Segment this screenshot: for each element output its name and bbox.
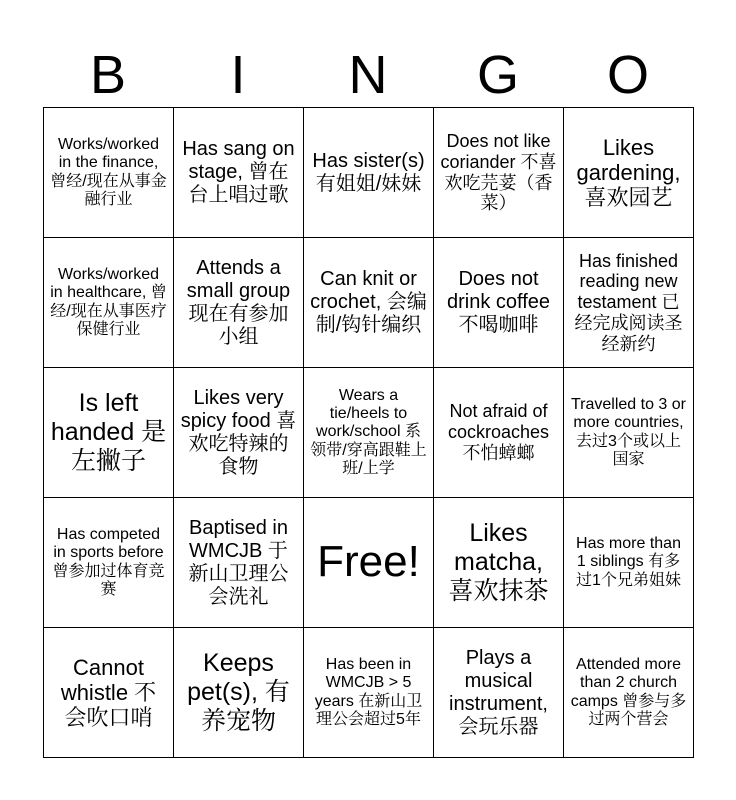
bingo-cell-r3-c2[interactable]: Likes very spicy food 喜欢吃特辣的食物 bbox=[174, 368, 304, 498]
header-letter-n: N bbox=[348, 45, 388, 105]
bingo-cell-r4-c2[interactable]: Baptised in WMCJB 于新山卫理公会洗礼 bbox=[174, 498, 304, 628]
bingo-cell-r1-c4[interactable]: Does not like coriander 不喜欢吃芫荽（香菜） bbox=[434, 108, 564, 238]
bingo-cell-r2-c5[interactable]: Has finished reading new testament 已经完成阅读圣经新约 bbox=[564, 238, 694, 368]
bingo-header bbox=[43, 44, 693, 106]
bingo-cell-r3-c5[interactable]: Travelled to 3 or more countries, 去过3个或以上国家 bbox=[564, 368, 694, 498]
bingo-cell-r2-c1[interactable]: Works/worked in healthcare, 曾经/现在从事医疗保健行业 bbox=[44, 238, 174, 368]
bingo-cell-r5-c5[interactable]: Attended more than 2 church camps 曾参与多过两个营会 bbox=[564, 628, 694, 758]
header-letter-i: I bbox=[230, 45, 246, 105]
bingo-cell-r3-c4[interactable]: Not afraid of cockroaches 不怕蟑螂 bbox=[434, 368, 564, 498]
bingo-cell-r1-c3[interactable]: Has sister(s) 有姐姐/妹妹 bbox=[304, 108, 434, 238]
bingo-cell-r1-c1[interactable]: Works/worked in the finance, 曾经/现在从事金融行业 bbox=[44, 108, 174, 238]
header-letter-o: O bbox=[606, 45, 649, 105]
bingo-cell-r3-c1[interactable]: Is left handed 是左撇子 bbox=[44, 368, 174, 498]
bingo-cell-r5-c3[interactable]: Has been in WMCJB > 5 years 在新山卫理公会超过5年 bbox=[304, 628, 434, 758]
header-letter-g: G bbox=[476, 45, 519, 105]
bingo-cell-r2-c2[interactable]: Attends a small group 现在有参加小组 bbox=[174, 238, 304, 368]
bingo-cell-r5-c4[interactable]: Plays a musical instrument, 会玩乐器 bbox=[434, 628, 564, 758]
header-letter-b: B bbox=[89, 45, 127, 105]
bingo-cell-r1-c2[interactable]: Has sang on stage, 曾在台上唱过歌 bbox=[174, 108, 304, 238]
bingo-cell-r1-c5[interactable]: Likes gardening, 喜欢园艺 bbox=[564, 108, 694, 238]
bingo-cell-r4-c1[interactable]: Has competed in sports before 曾参加过体育竞赛 bbox=[44, 498, 174, 628]
bingo-cell-free[interactable]: Free! bbox=[304, 498, 434, 628]
bingo-cell-r4-c4[interactable]: Likes matcha, 喜欢抹茶 bbox=[434, 498, 564, 628]
bingo-cell-r5-c1[interactable]: Cannot whistle 不会吹口哨 bbox=[44, 628, 174, 758]
bingo-cell-r5-c2[interactable]: Keeps pet(s), 有养宠物 bbox=[174, 628, 304, 758]
bingo-cell-r2-c4[interactable]: Does not drink coffee 不喝咖啡 bbox=[434, 238, 564, 368]
bingo-cell-r4-c5[interactable]: Has more than 1 siblings 有多过1个兄弟姐妹 bbox=[564, 498, 694, 628]
bingo-board bbox=[43, 107, 694, 758]
bingo-cell-r2-c3[interactable]: Can knit or crochet, 会编制/钩针编织 bbox=[304, 238, 434, 368]
bingo-cell-r3-c3[interactable]: Wears a tie/heels to work/school 系领带/穿高跟鞋上班/上学 bbox=[304, 368, 434, 498]
